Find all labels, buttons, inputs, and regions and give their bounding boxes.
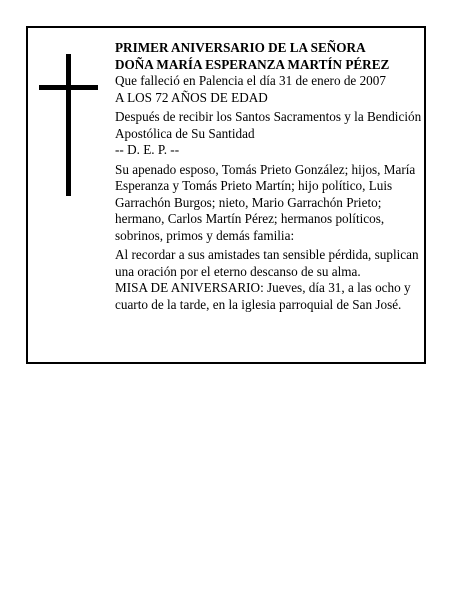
rip-line: -- D. E. P. -- bbox=[115, 142, 180, 157]
cross-horizontal-bar bbox=[39, 85, 98, 90]
family-text: Su apenado esposo, Tomás Prieto González; hijos, María Esperanza y Tomás Prieto Martín; hijo político, Luis Garrachón Burgos; nieto, Mario Garrachón Prieto; hermano, Carlos Martín Pérez; hermanos políticos, sobrinos, primos y demás familia: bbox=[115, 161, 416, 243]
cross-vertical-bar bbox=[66, 54, 71, 196]
notice-text bbox=[115, 40, 425, 313]
sacraments-text: Después de recibir los Santos Sacramentos y la Bendición Apostólica de Su Santidad bbox=[115, 109, 422, 141]
death-info: Que falleció en Palencia el día 31 de enero de 2007 bbox=[115, 73, 386, 88]
mass-text: MISA DE ANIVERSARIO: Jueves, día 31, a las ocho y cuarto de la tarde, en la iglesia parroquial de San José. bbox=[115, 280, 411, 312]
age-line: A LOS 72 AÑOS DE EDAD bbox=[115, 89, 268, 105]
obituary-notice bbox=[26, 26, 426, 364]
notice-title-line2: DOÑA MARÍA ESPERANZA MARTÍN PÉREZ bbox=[115, 56, 390, 72]
notice-title-line1: PRIMER ANIVERSARIO DE LA SEÑORA bbox=[115, 40, 366, 55]
request-text: Al recordar a sus amistades tan sensible pérdida, suplican una oración por el eterno descanso de su alma. bbox=[115, 247, 419, 279]
